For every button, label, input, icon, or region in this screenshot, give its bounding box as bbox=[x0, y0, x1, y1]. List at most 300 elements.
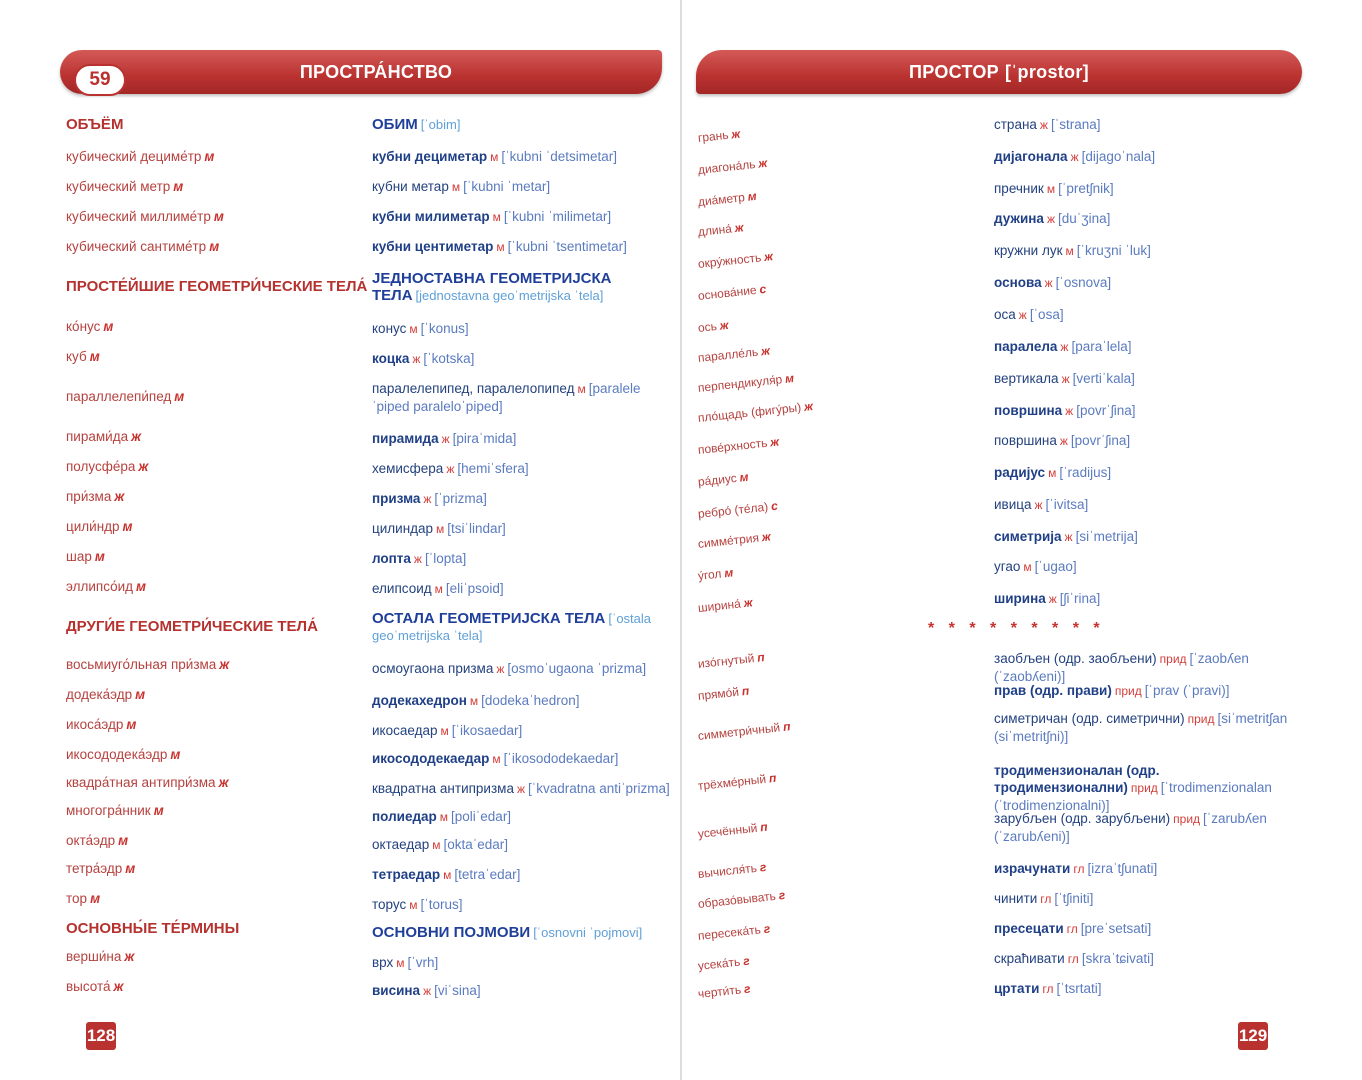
gender-marker: п bbox=[741, 683, 750, 699]
word: чинити bbox=[994, 891, 1038, 906]
entry-row bbox=[697, 953, 750, 975]
gender-marker: прид bbox=[1130, 781, 1158, 795]
section-heading bbox=[66, 920, 239, 937]
entry-row bbox=[994, 274, 1294, 292]
word: симетрија bbox=[994, 529, 1062, 544]
gender-marker: м bbox=[1023, 560, 1032, 574]
entry-row bbox=[66, 978, 123, 995]
gender-marker: с bbox=[758, 281, 767, 297]
entry-row bbox=[697, 718, 791, 745]
gender-marker: ж bbox=[742, 595, 754, 611]
word: страна bbox=[994, 117, 1037, 132]
heading-text: ОСНОВНЫ́Е ТЕ́РМИНЫ bbox=[66, 920, 240, 937]
entry-row bbox=[372, 380, 662, 415]
gender-marker: ж bbox=[1059, 434, 1068, 448]
entry-row bbox=[697, 770, 777, 795]
entry-row bbox=[994, 370, 1294, 388]
entry-row bbox=[66, 656, 229, 673]
word: симметри́чный bbox=[697, 720, 781, 743]
gender-marker: ж bbox=[496, 662, 505, 676]
section-heading bbox=[372, 116, 662, 133]
word: икосаедар bbox=[372, 723, 438, 738]
entry-row bbox=[697, 126, 741, 147]
entry-row bbox=[994, 762, 1294, 814]
word: вычисля́ть bbox=[697, 860, 758, 881]
gender-marker: м bbox=[784, 370, 795, 386]
gender-marker: м bbox=[492, 752, 501, 766]
transcription: [ˈkubni ˈmilimetar] bbox=[503, 209, 612, 224]
transcription: [ˈtʃiniti] bbox=[1054, 891, 1094, 906]
gender-marker: ж bbox=[757, 155, 768, 171]
entry-row bbox=[697, 155, 768, 179]
word: угао bbox=[994, 559, 1021, 574]
gender-marker: прид bbox=[1159, 652, 1187, 666]
gender-marker: ж bbox=[1065, 404, 1074, 418]
transcription: [poliˈedar] bbox=[451, 809, 512, 824]
gender-marker: м bbox=[125, 861, 136, 876]
entry-row bbox=[697, 649, 765, 673]
gender-marker: ж bbox=[412, 352, 421, 366]
transcription: [eliˈpsoid] bbox=[445, 581, 504, 596]
gender-marker: м bbox=[170, 747, 181, 762]
gender-marker: гл bbox=[1042, 982, 1054, 996]
entry-row bbox=[372, 208, 662, 226]
entry-row bbox=[66, 548, 105, 565]
entry-row bbox=[994, 180, 1294, 198]
gender-marker: ж bbox=[730, 126, 741, 142]
gender-marker: м bbox=[173, 179, 184, 194]
entry-row bbox=[994, 338, 1294, 356]
word: оса bbox=[994, 307, 1016, 322]
gender-marker: ж bbox=[124, 949, 135, 964]
entry-row bbox=[66, 178, 183, 195]
entry-row bbox=[994, 242, 1294, 260]
entry-row bbox=[372, 148, 662, 166]
entry-row bbox=[66, 148, 214, 165]
gender-marker: м bbox=[492, 210, 501, 224]
gender-marker: м bbox=[443, 868, 452, 882]
word: параллелепи́пед bbox=[66, 389, 172, 404]
entry-row bbox=[66, 774, 229, 791]
word: висина bbox=[372, 983, 421, 998]
heading-text: ОБИМ bbox=[372, 116, 418, 133]
gender-marker: м bbox=[103, 319, 114, 334]
gender-marker: ж bbox=[219, 657, 230, 672]
transcription: [ˈvrh] bbox=[407, 955, 439, 970]
gender-marker: ж bbox=[446, 462, 455, 476]
gender-marker: ж bbox=[769, 434, 780, 450]
entry-row bbox=[66, 208, 224, 225]
entry-row bbox=[994, 464, 1294, 482]
gender-marker: ж bbox=[1061, 372, 1070, 386]
gender-marker: г bbox=[777, 887, 786, 903]
heading-text: ОСНОВНИ ПОЈМОВИ bbox=[372, 924, 531, 941]
word: окта́эдр bbox=[66, 833, 116, 848]
transcription: [preˈsetsati] bbox=[1080, 921, 1152, 936]
transcription: [vertiˈkala] bbox=[1072, 371, 1135, 386]
word: симме́трия bbox=[697, 530, 760, 551]
word: куб bbox=[66, 349, 87, 364]
gender-marker: ж bbox=[131, 429, 142, 444]
chapter-banner bbox=[696, 50, 1302, 94]
gender-marker: м bbox=[94, 549, 105, 564]
transcription: [ˈzarubʎen (ˈzarubʎeni)] bbox=[994, 811, 1267, 844]
word: усечённый bbox=[697, 820, 759, 841]
word: коцка bbox=[372, 351, 410, 366]
entry-row bbox=[697, 594, 753, 617]
word: эллипсо́ид bbox=[66, 579, 134, 594]
transcription: [dijagoˈnala] bbox=[1081, 149, 1156, 164]
gender-marker: м bbox=[439, 810, 449, 824]
word: ра́диус bbox=[697, 470, 738, 489]
entry-row bbox=[697, 887, 786, 913]
gender-marker: м bbox=[204, 149, 215, 164]
entry-row bbox=[66, 802, 164, 819]
gender-marker: м bbox=[118, 833, 129, 848]
word: ребро́ (те́ла) bbox=[697, 499, 769, 521]
entry-row bbox=[994, 210, 1294, 228]
gender-marker: ж bbox=[441, 432, 450, 446]
transcription: [paraˈlela] bbox=[1071, 339, 1132, 354]
heading-text: ПРОСТЕ́ЙШИЕ ГЕОМЕТРИ́ЧЕСКИЕ ТЕЛА́ bbox=[66, 278, 368, 295]
entry-row bbox=[66, 488, 124, 505]
word: кубический дециме́тр bbox=[66, 149, 202, 164]
gender-marker: ж bbox=[734, 220, 745, 236]
right-page bbox=[682, 0, 1362, 1080]
entry-row bbox=[697, 528, 771, 553]
gender-marker: г bbox=[759, 859, 767, 875]
transcription: [duˈʒina] bbox=[1057, 211, 1111, 226]
entry-row bbox=[994, 528, 1294, 546]
gender-marker: ж bbox=[763, 249, 774, 265]
gender-marker: с bbox=[770, 498, 779, 514]
word: кубический миллиме́тр bbox=[66, 209, 211, 224]
gender-marker: прид bbox=[1187, 712, 1215, 726]
transcription: [ˈugao] bbox=[1034, 559, 1077, 574]
gender-marker: гл bbox=[1066, 922, 1078, 936]
gender-marker: м bbox=[490, 150, 499, 164]
word: у́гол bbox=[697, 566, 723, 583]
word: многогра́нник bbox=[66, 803, 151, 818]
word: диа́метр bbox=[697, 190, 746, 209]
word: основа́ние bbox=[697, 282, 758, 303]
word: пречник bbox=[994, 181, 1044, 196]
transcription: [piraˈmida] bbox=[452, 431, 517, 446]
word: тетраедар bbox=[372, 867, 441, 882]
word: паралела bbox=[994, 339, 1058, 354]
word: пресецати bbox=[994, 921, 1064, 936]
gender-marker: м bbox=[90, 891, 101, 906]
entry-row bbox=[66, 890, 100, 907]
transcription: [ˈradijus] bbox=[1059, 465, 1112, 480]
word: додека́эдр bbox=[66, 687, 133, 702]
gender-marker: м bbox=[209, 239, 220, 254]
word: површина bbox=[994, 403, 1063, 418]
entry-row bbox=[697, 219, 744, 241]
entry-row bbox=[994, 860, 1294, 878]
entry-row bbox=[697, 564, 734, 585]
entry-row bbox=[697, 981, 751, 1003]
entry-row bbox=[697, 434, 780, 459]
entry-row bbox=[697, 317, 729, 337]
entry-row bbox=[66, 238, 219, 255]
entry-row bbox=[697, 819, 768, 843]
gender-marker: м bbox=[723, 565, 734, 581]
entry-row bbox=[994, 306, 1294, 324]
transcription: [ˈprav (ˈpravi)] bbox=[1144, 683, 1230, 698]
transcription: [ʃiˈrina] bbox=[1059, 591, 1101, 606]
word: паралле́ль bbox=[697, 344, 759, 365]
gender-marker: п bbox=[756, 650, 766, 665]
transcription: [ˈivitsa] bbox=[1045, 497, 1089, 512]
gender-marker: ж bbox=[1039, 118, 1048, 132]
transcription: [povrˈʃina] bbox=[1070, 433, 1131, 448]
entry-row bbox=[66, 716, 136, 733]
section-heading bbox=[372, 610, 662, 644]
word: пло́щадь (фигу́ры) bbox=[697, 400, 802, 425]
heading-text: ЈЕДНОСТАВНА ГЕОМЕТРИЈСКА ТЕЛА bbox=[372, 270, 612, 304]
gender-marker: ж bbox=[113, 979, 124, 994]
transcription: [ˈkotska] bbox=[423, 351, 475, 366]
transcription: [izraˈtʃunati] bbox=[1087, 861, 1158, 876]
entry-row bbox=[372, 982, 662, 1000]
word: икосододекаедар bbox=[372, 751, 490, 766]
gender-marker: ж bbox=[1070, 150, 1079, 164]
word: призма bbox=[372, 491, 421, 506]
entry-row bbox=[994, 920, 1294, 938]
word: полиедар bbox=[372, 809, 437, 824]
word: кубни метар bbox=[372, 179, 449, 194]
gender-marker: п bbox=[759, 819, 769, 835]
transcription: [jednostavna geoˈmetrijska ˈtela] bbox=[415, 288, 604, 303]
banner-transcription: [ˈprostor] bbox=[1004, 61, 1089, 82]
word: усека́ть bbox=[697, 954, 741, 973]
word: израчунати bbox=[994, 861, 1071, 876]
transcription: [ˈikosododekaedar] bbox=[503, 751, 619, 766]
entry-row bbox=[994, 148, 1294, 166]
transcription: [ˈosa] bbox=[1029, 307, 1064, 322]
entry-row bbox=[994, 890, 1294, 908]
entry-row bbox=[66, 318, 113, 335]
entry-row bbox=[66, 832, 128, 849]
gender-marker: ж bbox=[423, 492, 432, 506]
entry-row bbox=[697, 920, 771, 944]
gender-marker: м bbox=[174, 389, 185, 404]
entry-row bbox=[372, 750, 662, 768]
word: длина́ bbox=[697, 221, 733, 239]
transcription: [ˈostala geoˈmetrijska ˈtela] bbox=[372, 611, 652, 643]
entry-row bbox=[66, 948, 134, 965]
gender-marker: ж bbox=[1048, 592, 1057, 606]
word: тетра́эдр bbox=[66, 861, 123, 876]
gender-marker: м bbox=[409, 322, 418, 336]
transcription: [ˈkonus] bbox=[420, 321, 469, 336]
entry-row bbox=[697, 342, 771, 366]
gender-marker: ж bbox=[760, 343, 771, 359]
entry-row bbox=[697, 469, 749, 491]
transcription: [ˈtrodimenzionalan (ˈtrodimenzionalni)] bbox=[994, 780, 1272, 813]
word: октаедар bbox=[372, 837, 430, 852]
heading-text: ОБЪЁМ bbox=[66, 116, 124, 133]
gender-marker: прид bbox=[1114, 684, 1142, 698]
transcription: [hemiˈsfera] bbox=[457, 461, 529, 476]
word: перпендикуля́р bbox=[697, 372, 783, 395]
transcription: [tetraˈedar] bbox=[454, 867, 521, 882]
transcription: [paraleleˈpiped paraleloˈpiped] bbox=[372, 381, 641, 414]
entry-row bbox=[994, 496, 1294, 514]
word: тродимензионалан (одр. тродимензионални) bbox=[994, 763, 1160, 795]
gender-marker: м bbox=[135, 687, 146, 702]
gender-marker: м bbox=[409, 898, 418, 912]
word: осмоугаона призма bbox=[372, 661, 494, 676]
chapter-banner bbox=[60, 50, 662, 94]
gender-marker: п bbox=[782, 719, 792, 735]
gender-marker: прид bbox=[1173, 812, 1201, 826]
word: кружни лук bbox=[994, 243, 1063, 258]
gender-marker: м bbox=[122, 519, 133, 534]
word: кубни милиметар bbox=[372, 209, 490, 224]
entry-row bbox=[994, 590, 1294, 608]
entry-row bbox=[697, 281, 767, 305]
word: икоса́эдр bbox=[66, 717, 124, 732]
entry-row bbox=[372, 722, 662, 740]
entry-row bbox=[697, 683, 750, 705]
word: образо́вывать bbox=[697, 888, 777, 911]
word: основа bbox=[994, 275, 1042, 290]
transcription: [ˈkvadratna antiˈprizma] bbox=[528, 781, 670, 796]
section-heading bbox=[66, 618, 318, 635]
entry-row bbox=[372, 320, 662, 338]
gender-marker: ж bbox=[761, 529, 772, 545]
gender-marker: ж bbox=[803, 398, 814, 414]
word: цилиндар bbox=[372, 521, 434, 536]
transcription: [ˈtorus] bbox=[420, 897, 463, 912]
transcription: [ˈstrana] bbox=[1050, 117, 1101, 132]
word: грань bbox=[697, 127, 730, 145]
word: пересека́ть bbox=[697, 922, 762, 943]
gender-marker: г bbox=[743, 981, 752, 997]
entry-row bbox=[994, 710, 1294, 745]
entry-row bbox=[66, 388, 184, 405]
gender-marker: м bbox=[436, 522, 445, 536]
transcription: [oktaˈedar] bbox=[443, 837, 509, 852]
gender-marker: ж bbox=[1044, 276, 1053, 290]
entry-row bbox=[66, 348, 100, 365]
gender-marker: ж bbox=[516, 782, 525, 796]
gender-marker: ж bbox=[423, 984, 432, 998]
entry-row bbox=[994, 810, 1294, 845]
word: пирами́да bbox=[66, 429, 129, 444]
section-heading bbox=[66, 278, 367, 295]
word: кубни центиметар bbox=[372, 239, 494, 254]
star-separator bbox=[928, 620, 1105, 637]
transcription: [ˈkruʒni ˈluk] bbox=[1076, 243, 1151, 258]
gender-marker: ж bbox=[1046, 212, 1055, 226]
banner-title: ПРОСТРА́НСТВО bbox=[299, 61, 453, 82]
word: дијагонала bbox=[994, 149, 1068, 164]
gender-marker: ж bbox=[1034, 498, 1043, 512]
gender-marker: м bbox=[89, 349, 100, 364]
word: лопта bbox=[372, 551, 411, 566]
gender-marker: м bbox=[1046, 182, 1056, 196]
word: конус bbox=[372, 321, 407, 336]
entry-row bbox=[372, 238, 662, 256]
section-heading bbox=[66, 116, 123, 133]
left-page bbox=[0, 0, 680, 1080]
entry-row bbox=[697, 188, 757, 211]
entry-row bbox=[66, 686, 145, 703]
section-heading bbox=[372, 924, 662, 941]
word: высота́ bbox=[66, 979, 111, 994]
transcription: [ˈikosaedar] bbox=[451, 723, 523, 738]
page-number: 128 bbox=[86, 1022, 116, 1050]
entry-row bbox=[66, 428, 141, 445]
word: површина bbox=[994, 433, 1057, 448]
entry-row bbox=[372, 460, 662, 478]
word: цртати bbox=[994, 981, 1040, 996]
entry-row bbox=[994, 682, 1294, 700]
entry-row bbox=[994, 558, 1294, 576]
transcription: [siˈmetritʃan (siˈmetritʃni)] bbox=[994, 711, 1288, 744]
gender-marker: м bbox=[1065, 244, 1074, 258]
transcription: [ˈosnova] bbox=[1055, 275, 1112, 290]
gender-marker: м bbox=[396, 956, 405, 970]
word: шар bbox=[66, 549, 92, 564]
gender-marker: м bbox=[496, 240, 505, 254]
entry-row bbox=[697, 398, 814, 427]
entry-row bbox=[372, 520, 662, 538]
gender-marker: гл bbox=[1040, 892, 1052, 906]
word: заобљен (одр. заобљени) bbox=[994, 651, 1157, 666]
gender-marker: ж bbox=[719, 317, 730, 333]
transcription: [skraˈtɕivati] bbox=[1081, 951, 1154, 966]
transcription: [povrˈʃina] bbox=[1076, 403, 1136, 418]
transcription: [ˈkubni ˈtsentimetar] bbox=[507, 239, 627, 254]
gender-marker: м bbox=[126, 717, 137, 732]
entry-row bbox=[994, 402, 1294, 420]
gender-marker: м bbox=[440, 724, 449, 738]
gender-marker: г bbox=[762, 921, 771, 937]
gender-marker: ж bbox=[413, 552, 422, 566]
gender-marker: м bbox=[747, 188, 758, 204]
word: ко́нус bbox=[66, 319, 101, 334]
entry-row bbox=[994, 116, 1294, 134]
gender-marker: м bbox=[1048, 466, 1057, 480]
transcription: [ˈpretʃnik] bbox=[1058, 181, 1114, 196]
gender-marker: п bbox=[768, 770, 777, 786]
entry-row bbox=[697, 859, 767, 883]
word: изо́гнутый bbox=[697, 651, 755, 671]
gender-marker: м bbox=[451, 180, 461, 194]
word: пирамида bbox=[372, 431, 439, 446]
entry-row bbox=[372, 896, 662, 914]
word: елипсоид bbox=[372, 581, 432, 596]
transcription: [ˈobim] bbox=[420, 117, 461, 132]
word: трёхме́рный bbox=[697, 771, 767, 793]
entry-row bbox=[372, 430, 662, 448]
page-number: 129 bbox=[1238, 1022, 1268, 1050]
entry-row bbox=[372, 178, 662, 196]
word: вертикала bbox=[994, 371, 1059, 386]
gender-marker: м bbox=[153, 803, 164, 818]
word: квадратна антипризма bbox=[372, 781, 514, 796]
word: окру́жность bbox=[697, 250, 762, 271]
entry-row bbox=[66, 746, 180, 763]
word: икосододека́эдр bbox=[66, 747, 168, 762]
gender-marker: ж bbox=[1060, 340, 1069, 354]
banner-title: ПРОСТОР bbox=[909, 61, 999, 82]
word: прямо́й bbox=[697, 684, 740, 703]
